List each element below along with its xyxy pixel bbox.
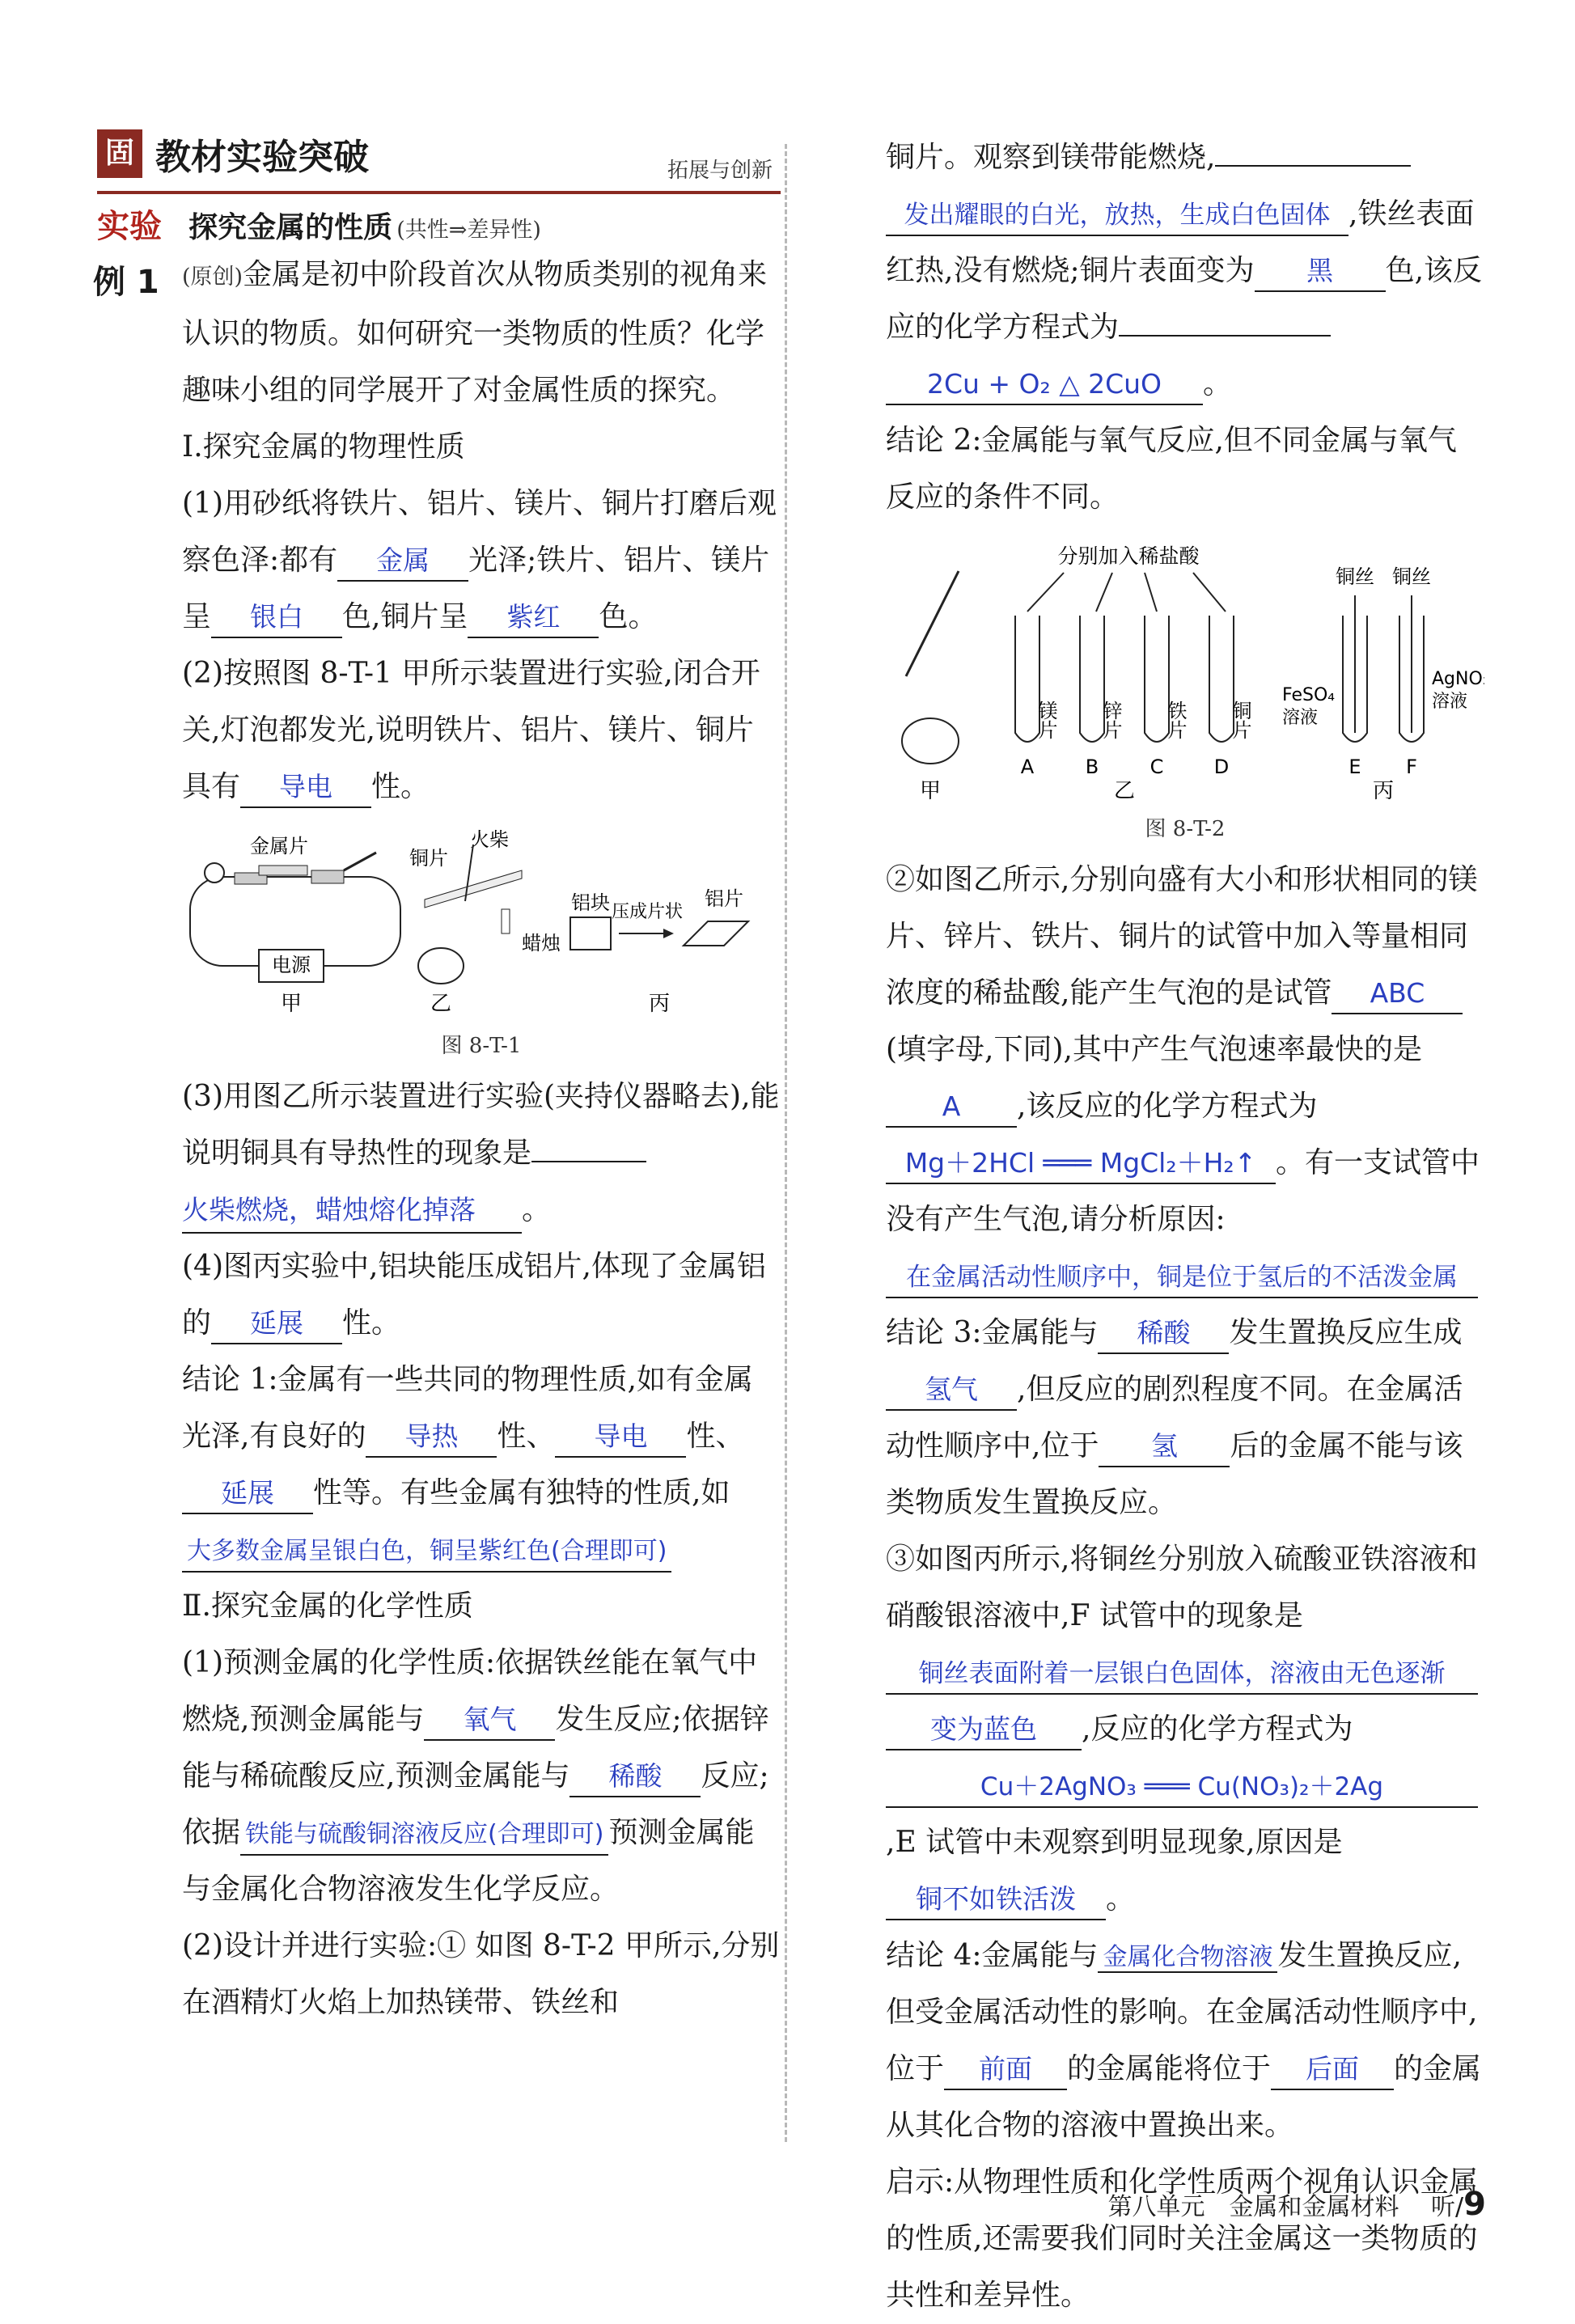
example-block — [93, 247, 781, 2031]
part2-p2: (2)设计并进行实验:① 如图 8-T-2 甲所示,分别在酒精灯火焰上加热镁带、铁丝和 — [182, 1929, 780, 2019]
label-sheet: 铝片 — [705, 887, 743, 910]
answer-blank[interactable]: 氧气 — [424, 1700, 555, 1741]
label-e: E — [1348, 756, 1361, 778]
switch-lever-icon — [344, 853, 376, 870]
acid-arrow-icon — [1193, 573, 1226, 612]
footer-listen: 听/ — [1431, 2193, 1464, 2221]
answer-blank[interactable]: 稀酸 — [569, 1757, 701, 1797]
example-intro-text: 金属是初中阶段首次从物质类别的视角来认识的物质。如何研究一类物质的性质？化学趣味小组的同学展开了对金属性质的探究。 — [182, 258, 768, 407]
label-feso4: FeSO₄ — [1282, 685, 1336, 705]
acid-arrow-icon — [1096, 573, 1112, 612]
part1-q3: (3)用图乙所示装置进行实验(夹持仪器略去),能说明铜具有导热性的现象是 火柴燃烧，蜡烛熔化掉落 。 — [97, 1069, 781, 1238]
experiment-label: 实验 — [97, 208, 162, 245]
label-mg: 镁片 — [1035, 701, 1057, 739]
label-press: 压成片状 — [611, 902, 684, 922]
right-r2: ②如图乙所示,分别向盛有大小和形状相同的镁片、锌片、铁片、铜片的试管中加入等量相同浓度的稀盐酸,能产生气泡的是试管 ABC(填字母,下同),其中产生气泡速率最快的是A ,该反应的化学方程式为Mg＋2HCl ═══ MgCl₂＋H₂↑ 。有一支试管中没有产生气泡,请分析原因:在金属活动性顺序中，铜是位于氢后的不活泼金属 — [886, 852, 1484, 1305]
answer-blank[interactable]: 稀酸 — [1098, 1314, 1229, 1354]
label-fe: 铁片 — [1164, 701, 1187, 739]
part1-q2: (2)按照图 8-T-1 甲所示装置进行实验,闭合开关,灯泡都发光,说明铁片、铝片、镁片、铜片具有 导电 性。 — [97, 646, 781, 815]
conclusion-4: 结论 4:金属能与 金属化合物溶液 发生置换反应,但受金属活动性的影响。在金属活动性顺序中,位于 前面 的金属能将位于 后面 的金属从其化合物的溶液中置换出来。 — [886, 1939, 1482, 2142]
switch-icon — [311, 870, 344, 883]
answer-blank[interactable]: 铁能与硫酸铜溶液反应(合理即可) — [240, 1815, 608, 1856]
label-b: B — [1085, 756, 1099, 778]
label-acid: 分别加入稀盐酸 — [1057, 544, 1200, 568]
answer-blank[interactable]: 金属化合物溶液 — [1098, 1944, 1277, 1973]
answer-blank[interactable]: 导电 — [240, 768, 371, 808]
figure-8-t-2 — [886, 539, 1484, 842]
example-intro — [97, 247, 781, 419]
answer-blank[interactable]: 延展 — [211, 1304, 342, 1344]
answer-blank[interactable]: 变为蓝色 — [886, 1710, 1082, 1750]
example-label: 例 1 — [93, 264, 159, 301]
left-column — [93, 121, 781, 2031]
label-wire2: 铜丝 — [1392, 565, 1431, 588]
answer-blank[interactable]: ABC — [1332, 974, 1463, 1014]
answer-blank-lead — [1119, 335, 1331, 337]
label-match: 火柴 — [470, 828, 509, 851]
answer-blank[interactable]: 前面 — [944, 2050, 1067, 2090]
part1-q4: (4)图丙实验中,铝块能压成铝片,体现了金属铝的 延展 性。 — [97, 1238, 781, 1352]
answer-blank[interactable]: 黑 — [1255, 252, 1386, 292]
answer-blank-lead — [1215, 165, 1411, 167]
answer-blank[interactable]: 紫红 — [468, 598, 599, 638]
part1-q1: (1)用砂纸将铁片、铝片、镁片、铜片打磨后观察色泽:都有 金属 光泽;铁片、铝片、镁片呈 银白 色,铜片呈 紫红 色。 — [97, 476, 781, 646]
label-block: 铝块 — [571, 891, 610, 914]
label-copper: 铜片 — [409, 847, 448, 870]
label-agno3: AgNO₃ — [1432, 669, 1484, 689]
answer-blank[interactable]: 导电 — [555, 1417, 686, 1458]
part2-title: Ⅱ.探究金属的化学性质 — [182, 1590, 473, 1623]
acid-arrow-icon — [1145, 573, 1157, 612]
label-yi: 乙 — [1113, 779, 1136, 803]
answer-blank[interactable]: A — [886, 1087, 1017, 1128]
figure-8-t-1-drawing — [182, 828, 764, 1022]
metal-piece-icon — [259, 866, 307, 875]
answer-blank[interactable]: 铜不如铁活泼 — [886, 1880, 1106, 1920]
label-cu: 铜片 — [1229, 701, 1251, 739]
label-f: F — [1406, 756, 1417, 778]
alcohol-lamp-icon — [902, 718, 959, 764]
label-jia: 甲 — [280, 992, 303, 1016]
label-yi: 乙 — [430, 992, 452, 1016]
answer-blank[interactable]: 延展 — [182, 1474, 313, 1514]
section-title: 教材实验突破 — [155, 137, 369, 178]
tongs-icon — [906, 571, 959, 676]
label-zn: 锌片 — [1099, 701, 1122, 739]
answer-blank[interactable]: 火柴燃烧，蜡烛熔化掉落 — [182, 1188, 522, 1234]
part2-p1: (1)预测金属的化学性质:依据铁丝能在氧气中燃烧,预测金属能与 氧气 发生反应;依据锌能与稀硫酸反应,预测金属能与 稀酸 反应;依据 铁能与硫酸铜溶液反应(合理即可) 预测金属能与金属化合物溶液发生化学反应。 — [182, 1646, 769, 1906]
label-sol-f: 溶液 — [1432, 692, 1468, 712]
label-d: D — [1213, 756, 1230, 778]
answer-blank[interactable]: 发出耀眼的白光，放热，生成白色固体 — [886, 196, 1348, 236]
right-r3: ③如图丙所示,将铜丝分别放入硫酸亚铁溶液和硝酸银溶液中,F 试管中的现象是铜丝表面附着一层银白色固体，溶液由无色逐渐变为蓝色 ,反应的化学方程式为Cu＋2AgNO₃ ═══ Cu(NO₃)₂＋2Ag,E 试管中未观察到明显现象,原因是铜不如铁活泼 。 — [886, 1531, 1484, 1928]
section-header — [97, 121, 781, 194]
conclusion-1: 结论 1:金属有一些共同的物理性质,如有金属光泽,有良好的 导热 性、 导电 性、延展 性等。有些金属有独特的性质,如大多数金属呈银白色，铜呈紫红色(合理即可) — [97, 1352, 781, 1578]
label-a: A — [1020, 756, 1035, 778]
right-column — [886, 129, 1484, 2324]
experiment-row — [97, 201, 781, 247]
answer-blank[interactable]: 在金属活动性顺序中，铜是位于氢后的不活泼金属 — [886, 1258, 1478, 1298]
experiment-title: 探究金属的性质 — [188, 211, 393, 244]
section-tag: 拓展与创新 — [667, 159, 773, 183]
answer-blank[interactable]: 大多数金属呈银白色，铜呈紫红色(合理即可) — [182, 1532, 671, 1573]
acid-arrow-icon — [1027, 573, 1064, 612]
label-metal-piece: 金属片 — [250, 835, 308, 857]
answer-blank[interactable]: 氢 — [1099, 1427, 1230, 1467]
copper-sheet-icon — [425, 870, 522, 908]
answer-blank[interactable]: 后面 — [1271, 2050, 1394, 2090]
footer-unit: 第八单元 金属和金属材料 — [1107, 2193, 1399, 2221]
alcohol-lamp-icon — [418, 948, 464, 984]
answer-blank-lead — [531, 1161, 646, 1162]
label-bing: 丙 — [648, 992, 671, 1016]
conclusion-2: 结论 2:金属能与氧气反应,但不同金属与氧气反应的条件不同。 — [886, 424, 1457, 514]
answer-blank[interactable]: 银白 — [211, 598, 342, 638]
candle-icon — [502, 909, 510, 933]
figure-8-t-1-caption: 图 8-T-1 — [441, 1034, 522, 1058]
label-wire1: 铜丝 — [1336, 565, 1374, 588]
figure-8-t-2-caption: 图 8-T-2 — [1145, 817, 1226, 841]
aluminum-sheet-icon — [684, 921, 748, 946]
section-icon: 固 — [97, 129, 142, 178]
bulb-icon — [205, 863, 224, 883]
label-sol-e: 溶液 — [1282, 708, 1319, 728]
label-jia: 甲 — [919, 779, 942, 803]
page-number: 9 — [1463, 2186, 1486, 2223]
right-r1: 铜片。观察到镁带能燃烧, 发出耀眼的白光，放热，生成白色固体 ,铁丝表面红热,没有燃烧;铜片表面变为 黑 色,该反应的化学方程式为 2Cu + O₂ △ 2CuO 。 — [886, 129, 1484, 413]
aluminum-block-icon — [570, 917, 611, 950]
experiment-note: (共性⇒差异性) — [396, 218, 541, 243]
label-power: 电源 — [272, 954, 311, 976]
part1-title: Ⅰ.探究金属的物理性质 — [182, 430, 465, 464]
answer-blank[interactable]: 金属 — [337, 541, 468, 582]
column-divider — [785, 144, 787, 2142]
answer-blank[interactable]: 氢气 — [886, 1370, 1017, 1411]
page-footer — [1108, 2186, 1487, 2223]
conclusion-3: 结论 3:金属能与 稀酸 发生置换反应生成氢气 ,但反应的剧烈程度不同。在金属活动性顺序中,位于 氢 后的金属不能与该类物质发生置换反应。 — [886, 1305, 1484, 1531]
answer-blank[interactable]: 导热 — [366, 1417, 497, 1458]
equation-blank[interactable]: Cu＋2AgNO₃ ═══ Cu(NO₃)₂＋2Ag — [886, 1767, 1478, 1808]
label-bing: 丙 — [1372, 779, 1395, 803]
example-source: (原创) — [182, 265, 243, 290]
equation-blank[interactable]: 2Cu + O₂ △ 2CuO — [886, 365, 1203, 405]
figure-8-t-2-drawing — [886, 539, 1484, 806]
answer-blank[interactable]: 铜丝表面附着一层银白色固体，溶液由无色逐渐 — [886, 1654, 1478, 1695]
arrow-head-icon — [663, 929, 674, 938]
label-candle: 蜡烛 — [522, 932, 561, 955]
hint-text: 启示:从物理性质和化学性质两个视角认识金属的性质,还需要我们同时关注金属这一类物质的共性和差异性。 — [886, 2165, 1479, 2312]
figure-8-t-1 — [97, 828, 781, 1059]
label-c: C — [1149, 756, 1164, 778]
equation-blank[interactable]: Mg＋2HCl ═══ MgCl₂＋H₂↑ — [886, 1144, 1276, 1184]
